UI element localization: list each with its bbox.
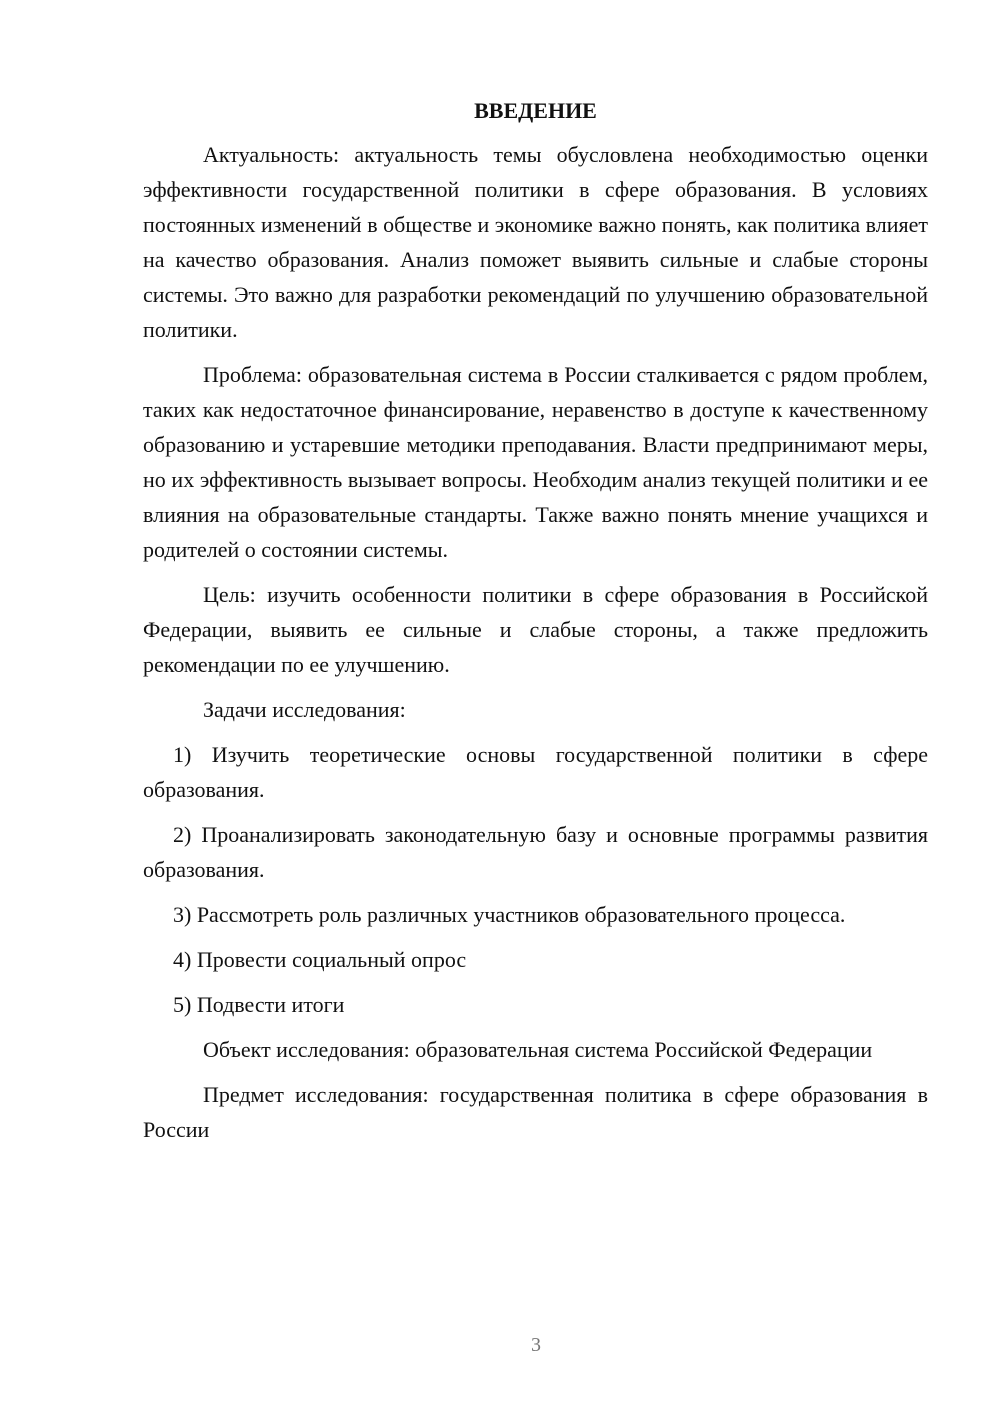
paragraph-relevance: Актуальность: актуальность темы обусловлена необходимостью оценки эффективности государственной политики в сфере образования. В условиях постоянных изменений в обществе и экономике важно понять, как политика влияет на качество образования. Анализ поможет выявить сильные и слабые стороны системы. Это важно для разработки рекомендаций по улучшению образовательной политики. — [143, 142, 928, 342]
list-item-task-5: 5) Подвести итоги — [173, 992, 345, 1017]
list-item-task-3: 3) Рассмотреть роль различных участников образовательного процесса. — [173, 902, 846, 927]
list-item-task-4: 4) Провести социальный опрос — [173, 947, 467, 972]
paragraph-subject: Предмет исследования: государственная политика в сфере образования в России — [143, 1082, 928, 1142]
paragraph-problem: Проблема: образовательная система в России сталкивается с рядом проблем, таких как недостаточное финансирование, неравенство в доступе к качественному образованию и устаревшие методики преподавания. Власти предпринимают меры, но их эффективность вызывает вопросы. Необходим анализ текущей политики и ее влияния на образовательные стандарты. Также важно понять мнение учащихся и родителей о состоянии системы. — [143, 362, 928, 562]
paragraph-goal: Цель: изучить особенности политики в сфере образования в Российской Федерации, выявить ее сильные и слабые стороны, а также предложить рекомендации по ее улучшению. — [143, 582, 928, 677]
page-number: 3 — [531, 1334, 541, 1356]
list-item-task-1: 1) Изучить теоретические основы государственной политики в сфере образования. — [143, 742, 928, 802]
document-page — [143, 95, 928, 1157]
list-item-task-2: 2) Проанализировать законодательную базу и основные программы развития образования. — [143, 822, 928, 882]
paragraph-object: Объект исследования: образовательная система Российской Федерации — [203, 1037, 873, 1062]
page-title: ВВЕДЕНИЕ — [474, 98, 597, 123]
paragraph-tasks-heading: Задачи исследования: — [203, 697, 406, 722]
